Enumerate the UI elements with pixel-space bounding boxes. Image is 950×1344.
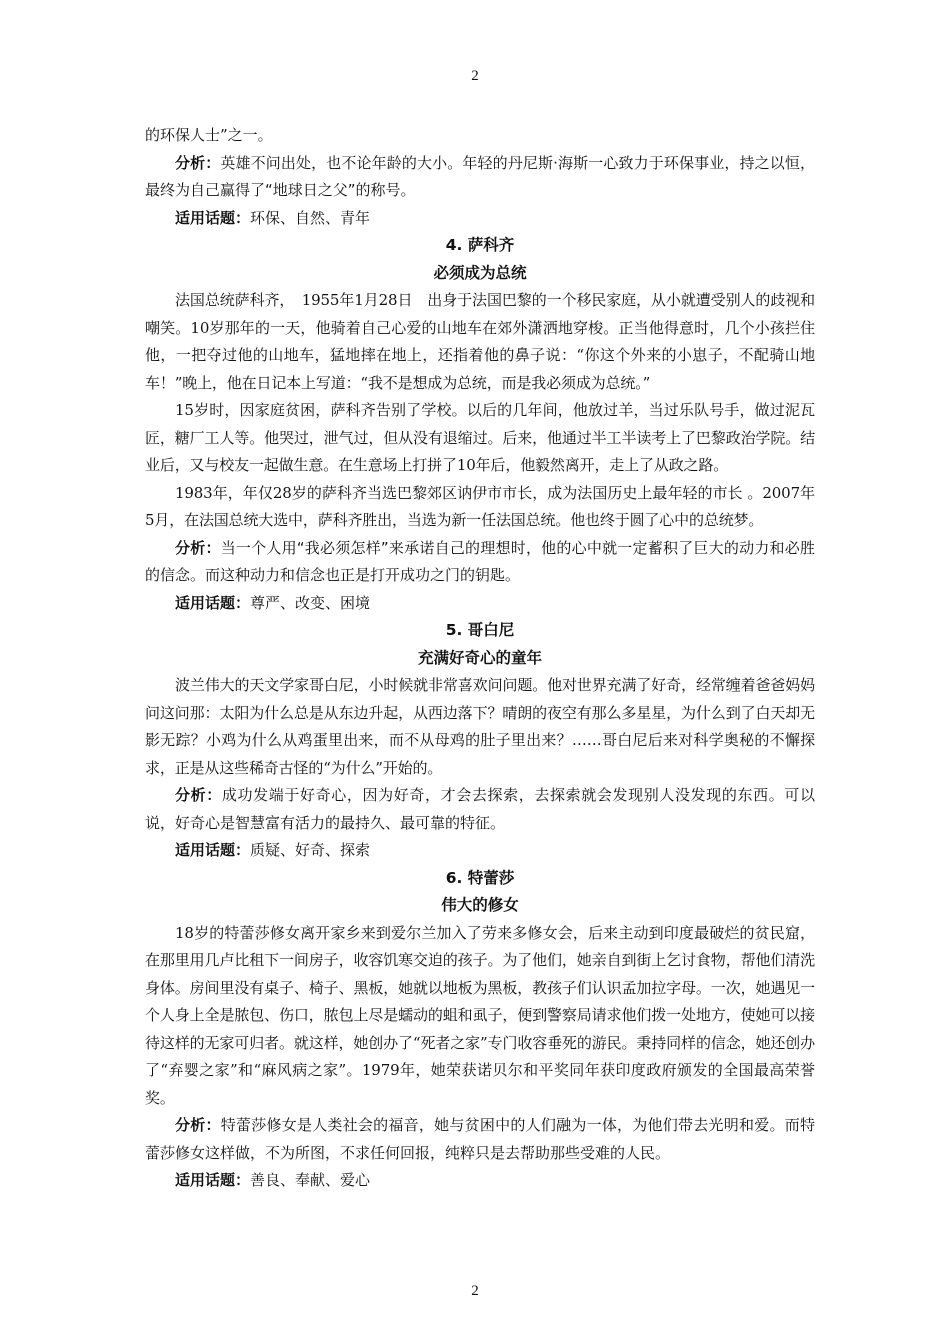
page-number-top: 2 (471, 68, 479, 84)
topics-text: 环保、自然、青年 (250, 208, 371, 227)
analysis-paragraph (145, 150, 815, 205)
story-paragraph: 波兰伟大的天文学家哥白尼，小时候就非常喜欢问问题。他对世界充满了好奇，经常缠着爸爸妈妈问这问那：太阳为什么总是从东边升起，从西边落下？晴朗的夜空有那么多星星，为什么到了白天却无影无踪？小鸡为什么从鸡蛋里出来，而不从母鸡的肚子里出来？……哥白尼后来对科学奥秘的不懈探求，正是从这些稀奇古怪的“为什么”开始的。 (145, 676, 815, 777)
story-paragraph: 1983年，年仅28岁的萨科齐当选巴黎郊区讷伊市市长，成为法国历史上最年轻的市长 。2007年5月，在法国总统大选中，萨科齐胜出，当选为新一任法国总统。他也终于圆了心中的总统梦。 (145, 483, 815, 529)
topics-paragraph (145, 837, 815, 865)
continuation-text: 的环保人士”之一。 (145, 126, 273, 144)
section-subtitle: 充满好奇心的童年 (417, 648, 542, 667)
story-paragraph: 18岁的特蕾莎修女离开家乡来到爱尔兰加入了劳来多修女会，后来主动到印度最破烂的贫民窟，在那里用几卢比租下一间房子，收容饥寒交迫的孩子。为了他们，她亲自到街上乞讨食物，帮他们清洗身体。房间里没有桌子、椅子、黑板，她就以地板为黑板，教孩子们认识孟加拉字母。一次，她遇见一个人身上全是脓包、伤口，脓包上尽是蠕动的蛆和虱子，便到警察局请求他们拨一处地方，使她可以接待这样的无家可归者。就这样，她创办了“死者之家”专门收容垂死的游民。秉持同样的信念，她还创办了“弃婴之家”和“麻风病之家”。1979年，她荣获诺贝尔和平奖同年获印度政府颁发的全国最高荣誉奖。 (145, 923, 815, 1107)
topics-text: 善良、奉献、爱心 (250, 1171, 371, 1189)
analysis-text: 特蕾莎修女是人类社会的福音，她与贫困中的人们融为一体，为他们带去光明和爱。而特蕾莎修女这样做，不为所图，不求任何回报，纯粹只是去帮助那些受难的人民。 (145, 1116, 815, 1162)
topics-paragraph (145, 1167, 815, 1195)
section-number-title: 5. 哥白尼 (445, 621, 515, 639)
analysis-text: 当一个人用“我必须怎样”来承诺自己的理想时，他的心中就一定蓄积了巨大的动力和必胜的信念。而这种动力和信念也正是打开成功之门的钥匙。 (145, 538, 815, 584)
analysis-label: 分析： (175, 786, 222, 804)
topics-text: 尊严、改变、困境 (250, 593, 371, 612)
analysis-text: 英雄不问出处，也不论年龄的大小。年轻的丹尼斯·海斯一心致力于环保事业，持之以恒，最终为自己赢得了“地球日之父”的称号。 (145, 153, 815, 199)
story-paragraph: 法国总统萨科齐， 1955年1月28日 出身于法国巴黎的一个移民家庭，从小就遭受别人的歧视和嘲笑。10岁那年的一天，他骑着自己心爱的山地车在郊外潇洒地穿梭。正当他得意时，几个小孩拦住他，一把夺过他的山地车，猛地摔在地上，还指着他的鼻子说：“你这个外来的小崽子，不配骑山地车！”晚上，他在日记本上写道：“我不是想成为总统，而是我必须成为总统。” (145, 291, 815, 392)
topics-label: 适用话题： (175, 208, 251, 227)
topics-paragraph (145, 590, 815, 618)
topics-text: 质疑、好奇、探索 (250, 841, 371, 859)
page-number-bottom: 2 (471, 1283, 479, 1299)
topics-label: 适用话题： (175, 1171, 251, 1189)
section-subtitle: 伟大的修女 (441, 896, 519, 914)
analysis-label: 分析： (175, 538, 221, 557)
story-paragraph: 15岁时，因家庭贫困，萨科齐告别了学校。以后的几年间，他放过羊，当过乐队号手，做过泥瓦匠，糖厂工人等。他哭过，泄气过，但从没有退缩过。后来，他通过半工半读考上了巴黎政治学院。结业后，又与校友一起做生意。在生意场上打拼了10年后，他毅然离开，走上了从政之路。 (145, 401, 815, 474)
analysis-paragraph (145, 535, 815, 590)
section-subtitle: 必须成为总统 (433, 263, 527, 282)
topics-paragraph (145, 205, 815, 233)
analysis-text: 成功发端于好奇心，因为好奇，才会去探索，去探索就会发现别人没发现的东西。可以说，好奇心是智慧富有活力的最持久、最可靠的特征。 (145, 786, 815, 832)
document-body (145, 122, 815, 1195)
analysis-paragraph (145, 782, 815, 837)
analysis-label: 分析： (175, 153, 221, 172)
analysis-label: 分析： (175, 1116, 221, 1134)
topics-label: 适用话题： (175, 841, 251, 859)
section-number-title: 4. 萨科齐 (445, 236, 515, 254)
topics-label: 适用话题： (175, 593, 251, 612)
section-number-title: 6. 特蕾莎 (445, 868, 515, 887)
analysis-paragraph (145, 1112, 815, 1167)
